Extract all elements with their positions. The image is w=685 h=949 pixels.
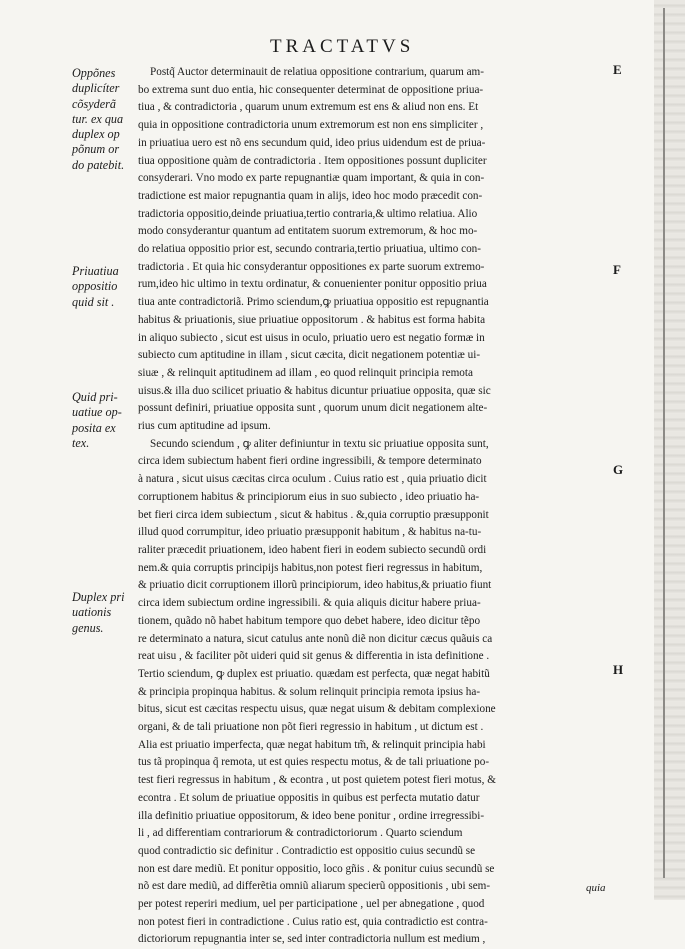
text-line: corruptionem habitus & principiorum eius in suo subiecto , ideo priuatio ha- [138,490,480,503]
text-line: dictoriorum repugnantia inter se, sed inter contradictoria nullum est medium , [138,933,486,946]
text-line: econtra . Et solum de priuatiue oppositis in quibus est perfecta mutatio datur [138,791,480,804]
catchword: quia [586,882,606,894]
text-line: raliter præcedit priuationem, ideo habent fieri in eodem subiecto secundũ ordi [138,543,487,556]
text-line: rum,ideo hic ultimo in textu ordinatur, & conuenienter ponitur oppositio priua [138,278,487,291]
text-line: subiecto cum aptitudine in illam , sicut cæcita, dicit negationem potentiæ ui- [138,349,481,362]
body-text [138,64,610,949]
text-line: tradictoria . Et quia hic consyderantur oppositiones ex parte suorum extremo- [138,260,485,273]
text-line: non potest fieri in contradictione . Cuius ratio est, quia contradictio est contra- [138,915,488,928]
text-line: possunt definiri, priuatiue opposita sunt , quorum unum dicit negationem alte- [138,402,488,415]
side-letter-g: G [613,462,624,477]
text-line: Postq̃ Auctor determinauit de relatiua oppositione contrarium, quarum am- [150,66,484,78]
text-line: habitus & priuationis, siue priuatiue oppositorum . & habitus est forma habita [138,313,486,326]
text-line: modo consyderantur quantum ad entitatem suorum extremorum, & hoc mo- [138,225,478,238]
side-letter-f: F [613,262,621,277]
text-line: uisus.& illa duo scilicet priuatio & habitus dicuntur priuatiue opposita, quæ sic [138,384,491,397]
text-line: & priuatio dicit corruptionem illorũ principiorum, ideo habitus,& priuatio fiunt [138,579,492,592]
text-line: organi, & de tali priuatione non põt fieri regressio in habitum , ut dictum est . [138,721,484,734]
text-line: consyderari. Vno modo ex parte repugnantiæ quam important, & quia in con- [138,172,485,185]
text-line: quod contradictio sic definitur . Contradictio est oppositio cuius secundũ se [138,844,476,857]
text-line: reat uisu , & faciliter põt uideri quid sit genus & differentia in ista definitione . [138,650,490,663]
text-line: quia in oppositione contradictoria unum extremorum est non ens simpliciter , [138,119,484,132]
text-line: tus tã propinqua q̃ remota, ut est quies respectu motus, & de tali priuatione po- [138,756,490,769]
text-line: tradictoria oppositio,deinde priuatiua,tertio contraria,& ultimo relatiua. Alio [138,207,478,220]
margin-note-duplex: Duplex pri uationis genus. [72,590,125,635]
text-line: tradictione est maior repugnantia quam in alijs, ideo hoc modo præcedit con- [138,189,483,202]
text-line: bet fieri circa idem subiectum , sicut & habitus . &,quia corruptio præsupponit [138,508,489,521]
text-line: in aliquo subiecto , sicut est uisus in oculo, priuatio uero est negatio formæ in [138,331,485,344]
text-line: li , ad differentiam contrariorum & contradictoriorum . Quarto sciendum [138,827,463,840]
text-line: tionem, quãdo nõ habet habitum tempore quo debet habere, ideo dicitur tẽpo [138,614,481,627]
text-line: tiua ante contradictoriã. Primo sciendum,ꝙ priuatiua oppositio est repugnantia [138,296,489,309]
text-line: non est dare mediũ. Et ponitur oppositio, loco gñis . & ponitur cuius secundũ se [138,862,495,875]
side-letter-h: H [613,662,624,677]
margin-note-quid-priuatiue: Quid pri- uatiue op- posita ex tex. [72,390,122,450]
margin-note-priuatiua: Priuatiua oppositio quid sit . [72,264,119,309]
text-line: tiua , & contradictoria , quarum unum extremum est ens & aliud non ens. Et [138,101,479,114]
side-letter-e: E [613,62,622,77]
text-line: bitus, sicut est cæcitas respectu uisus, quæ negat uisum & debitam complexione [138,703,496,716]
text-line: test fieri regressus in habitum , & econtra , ut post quietem potest fieri motus, & [138,774,496,787]
text-line: Alia est priuatio imperfecta, quæ negat habitum tm̃, & relinquit principia habi [138,738,486,751]
text-line: Secundo sciendum , ꝙ aliter definiuntur in textu sic priuatiue opposita sunt, [150,437,489,450]
text-line: rius cum aptitudine ad ipsum. [138,420,271,433]
text-line: & principia propinqua habitus. & solum relinquit principia remota ipsius ha- [138,685,481,698]
page-edge [654,0,685,900]
text-line: nõ est dare mediũ, ad differẽtia omniũ aliarum specierũ oppositionis , ubi sem- [138,880,491,893]
text-line: siuæ , & relinquit aptitudinem ad illam , eo quod relinquit principia remota [138,366,473,379]
text-line: à natura , sicut uisus cæcitas circa oculum . Cuius ratio est , quia priuatio dicit [138,473,487,486]
running-title: TRACTATVS [270,36,415,57]
text-line: circa idem subiectum habent fieri ordine ingressibili, & tempore determinato [138,455,482,468]
page-edge-line [663,8,665,878]
text-line: bo extrema sunt duo entia, hic consequenter determinat de oppositione priua- [138,83,484,96]
text-line: do relatiua oppositio prior est, secundo contraria,tertio priuatiua, ultimo con- [138,243,481,256]
text-line: Tertio sciendum, ꝙ duplex est priuatio. quædam est perfecta, quæ negat habitũ [138,667,490,680]
margin-note-oppositiones: Oppõnes duplicíter cõsyderã tur. ex qua duplex op põnum or do patebit. [72,66,125,172]
text-line: illa definitio priuatiue oppositorum, & ideo bene ponitur , ordine irregressibi- [138,809,485,822]
text-line: per potest reperiri medium, uel per participatione , uel per abnegatione , quod [138,898,485,911]
text-line: re determinato a natura, sicut catulus ante nonũ diẽ non dicitur cæcus quãuis ca [138,632,493,645]
text-line: circa idem subiectum ordine ingressibili. & quia aliquis dicitur habere priua- [138,597,481,610]
text-line: tiua oppositione quàm de contradictoria . Item oppositiones possunt dupliciter [138,154,487,167]
text-line: in priuatiua uero est nõ ens secundum quid, ideo prius uidendum est de priua- [138,136,486,149]
text-line: illud quod corrumpitur, ideo priuatio præsupponit habitum , & habitus na-tu- [138,526,482,539]
text-line: nem.& quia corruptis principijs habitus,non potest fieri regressus in habitum, [138,561,483,574]
